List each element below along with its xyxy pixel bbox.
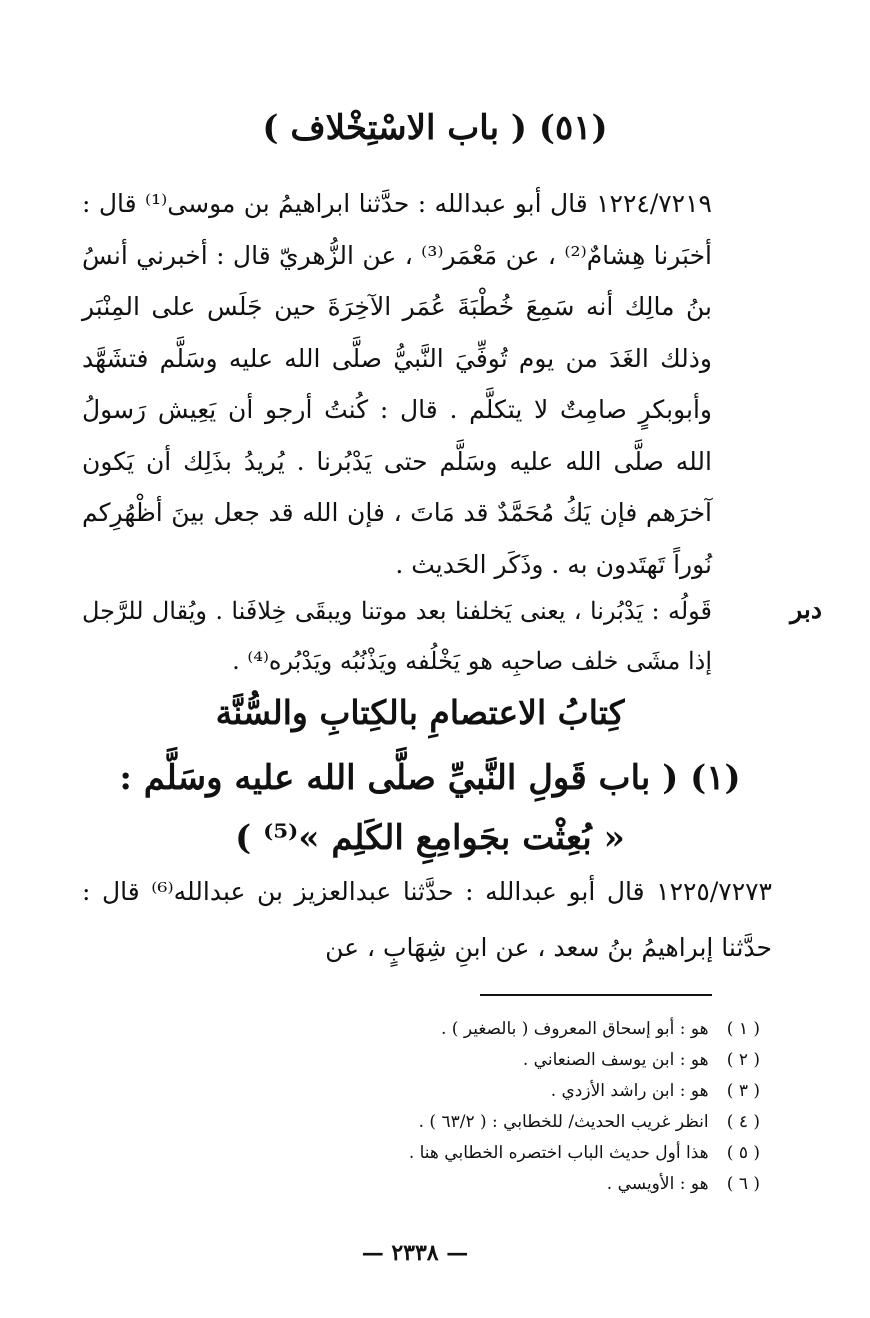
footnote-number: ( ٣ )	[726, 1081, 760, 1101]
hadith-1225-text: ١٢٢٥/٧٢٧٣ قال أبو عبدالله : حدَّثنا عبدالعزيز بن عبدالله⁽⁶⁾ قال : حدَّثنا إبراهيمُ بنُ سعد ، عن ابنِ شِهَابٍ ، عن	[82, 877, 772, 962]
book-title: كِتابُ الاعتصامِ بالكِتابِ والسُّنَّة	[215, 693, 625, 732]
footnote-number: ( ٦ )	[726, 1174, 760, 1194]
footnote-divider	[480, 994, 712, 996]
page-number: — ٢٣٣٨ —	[361, 1240, 469, 1266]
footnote-6	[120, 1169, 760, 1200]
footnote-3	[120, 1076, 760, 1107]
footnote-text: هذا أول حديث الباب اختصره الخطابي هنا .	[408, 1143, 709, 1163]
footnote-text: هو : الأويسي .	[606, 1174, 709, 1194]
hadith-1224-text: ١٢٢٤/٧٢١٩ قال أبو عبدالله : حدَّثنا ابراهيمُ بن موسى⁽¹⁾ قال : أخبَرنا هِشامٌ⁽²⁾ ، عن مَعْمَر⁽³⁾ ، عن الزُّهريّ قال : أخبرني أنسُ بنُ مالِك أنه سَمِعَ خُطْبَةَ عُمَر الآخِرَةَ حين جَلَس على المِنْبَر وذلك الغَدَ من يوم تُوفِّيَ النَّبيُّ صلَّى الله عليه وسَلَّم فتشَهَّد وأبوبكرٍ صامِتٌ لا يتكلَّم . قال : كُنتُ أرجو أن يَعِيش رَسولُ الله صلَّى الله عليه وسَلَّم حتى يَدْبُرنا . يُريدُ بذَلِك أن يَكون آخرَهم فإن يَكُ مُحَمَّدٌ قد مَاتَ ، فإن الله قد جعل بينَ أظْهُرِكم نُوراً تَهتَدون به . وذَكَر الحَديث .	[82, 189, 712, 579]
footnote-number: ( ٤ )	[726, 1112, 760, 1132]
chapter-1-line-2: « بُعِثْت بجَوامِعِ الكَلِم »⁽⁵⁾ )	[235, 818, 625, 858]
footnote-number: ( ١ )	[726, 1019, 760, 1039]
footnote-number: ( ٢ )	[726, 1050, 760, 1070]
chapter-heading: (٥١) ( باب الاسْتِخْلاف )	[262, 108, 608, 148]
chapter-1-line-1: (١) ( باب قَولِ النَّبيِّ صلَّى الله عليه وسَلَّم :	[119, 758, 741, 798]
footnote-number: ( ٥ )	[726, 1143, 760, 1163]
footnote-4	[120, 1107, 760, 1138]
footnote-text: هو : أبو إسحاق المعروف ( بالصغير ) .	[440, 1019, 709, 1039]
footnote-text: هو : ابن يوسف الصنعاني .	[522, 1050, 709, 1070]
margin-keyword: دبر	[790, 595, 822, 624]
chapter-1-heading	[80, 748, 780, 868]
footnote-text: هو : ابن راشد الأزدي .	[550, 1081, 709, 1101]
footnote-1	[120, 1014, 760, 1045]
footnotes-list	[120, 1014, 760, 1200]
gloss-paragraph: قَولُه : يَدْبُرنا ، يعنى يَخلفنا بعد موتنا ويبقَى خِلافَنا . ويُقال للرَّجل إذا مشَى خلف صاحبِه هو يَخْلُفه ويَذْنُبُه ويَدْبُره⁽⁴⁾ .	[82, 597, 712, 675]
footnote-2	[120, 1045, 760, 1076]
footnote-5	[120, 1138, 760, 1169]
footnote-text: انظر غريب الحديث/ للخطابي : ( ٦٣/٢ ) .	[418, 1112, 709, 1132]
